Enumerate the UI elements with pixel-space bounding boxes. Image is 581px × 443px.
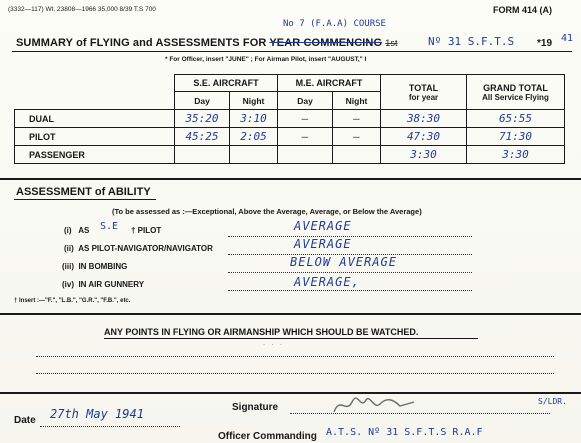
se-aircraft-header: S.E. AIRCRAFT (175, 75, 278, 92)
se-day-header: Day (175, 92, 230, 110)
cell-se-night (230, 146, 278, 164)
cell-me-night: — (333, 128, 381, 146)
assessment-title: ASSESSMENT of ABILITY (16, 186, 151, 198)
cell-me-night: — (333, 110, 381, 128)
school: Nº 31 S.F.T.S (428, 35, 515, 48)
date-label: Date (14, 415, 36, 426)
row-label: PASSENGER (15, 146, 175, 164)
assessment-item-1-label2: † PILOT (131, 226, 162, 235)
cell-me-day: — (278, 128, 333, 146)
assessment-item-1-insert: S.E (100, 221, 119, 232)
cell-me-day (278, 146, 333, 164)
assessment-footnote: † Insert :—"F.", "L.B.", "G.R.", "F.B.", etc. (14, 298, 131, 304)
course-note: No 7 (F.A.A) COURSE (283, 19, 386, 29)
form-number: FORM 414 (A) (493, 5, 553, 15)
assessment-item-3-value: BELOW AVERAGE (290, 255, 397, 269)
signature-suffix: S/LDR. (538, 397, 567, 406)
assessment-instruction: (To be assessed as :—Exceptional, Above the Average, Average, or Below the Average) (112, 207, 422, 216)
cell-total: 47:30 (381, 128, 467, 146)
me-night-header: Night (333, 92, 381, 110)
cell-grand: 3:30 (467, 146, 565, 164)
summary-title (16, 37, 398, 49)
pencil-marks: · · · (262, 341, 284, 349)
signature-label: Signature (232, 402, 279, 413)
me-day-header: Day (278, 92, 333, 110)
cell-grand: 65:55 (467, 110, 565, 128)
cell-se-day: 35:20 (175, 110, 230, 128)
assessment-item-3: (iii) IN BOMBING (62, 262, 128, 271)
date-value: 27th May 1941 (50, 407, 144, 421)
assessment-item-2: (ii) AS PILOT-NAVIGATOR/NAVIGATOR (64, 244, 213, 253)
row-label: PILOT (15, 128, 175, 146)
cell-se-night: 2:05 (230, 128, 278, 146)
cell-total: 3:30 (381, 146, 467, 164)
row-label: DUAL (15, 110, 175, 128)
cell-se-day: 45:25 (175, 128, 230, 146)
flying-table (14, 74, 565, 164)
table-row (15, 128, 565, 146)
grand-total-header: GRAND TOTAL All Service Flying (467, 75, 565, 110)
instructions: * For Officer, insert "JUNE" ; For Airman Pilot, insert "AUGUST," I (165, 56, 367, 63)
assessment-item-1-value: AVERAGE (294, 219, 352, 233)
cell-total: 38:30 (381, 110, 467, 128)
assessment-item-4-value: AVERAGE, (294, 275, 360, 289)
summary-title-struck-suffix: 1st (385, 38, 398, 48)
oc-value: A.T.S. Nº 31 S.F.T.S R.A.F (326, 427, 483, 438)
oc-label: Officer Commanding (218, 431, 317, 442)
assessment-item-4: (iv) IN AIR GUNNERY (62, 280, 145, 289)
me-aircraft-header: M.E. AIRCRAFT (278, 75, 381, 92)
signature-scribble (330, 392, 420, 418)
summary-title-prefix: SUMMARY of FLYING and ASSESSMENTS FOR (16, 37, 267, 49)
print-code: (3332—117) Wt. 23808—1966 35,000 8/39 T.S 700 (8, 6, 156, 13)
assessment-item-2-value: AVERAGE (294, 237, 352, 251)
assessment-item-1: (i) AS (64, 226, 90, 235)
total-header: TOTAL for year (381, 75, 467, 110)
year: 41 (561, 33, 574, 44)
summary-title-struck: YEAR COMMENCING (269, 37, 383, 49)
points-title: ANY POINTS IN FLYING OR AIRMANSHIP WHICH SHOULD BE WATCHED. (104, 327, 419, 337)
cell-se-day (175, 146, 230, 164)
cell-me-night (333, 146, 381, 164)
cell-se-night: 3:10 (230, 110, 278, 128)
cell-grand: 71:30 (467, 128, 565, 146)
year-prefix: *19 (537, 38, 553, 49)
cell-me-day: — (278, 110, 333, 128)
table-row (15, 110, 565, 128)
se-night-header: Night (230, 92, 278, 110)
table-row (15, 146, 565, 164)
